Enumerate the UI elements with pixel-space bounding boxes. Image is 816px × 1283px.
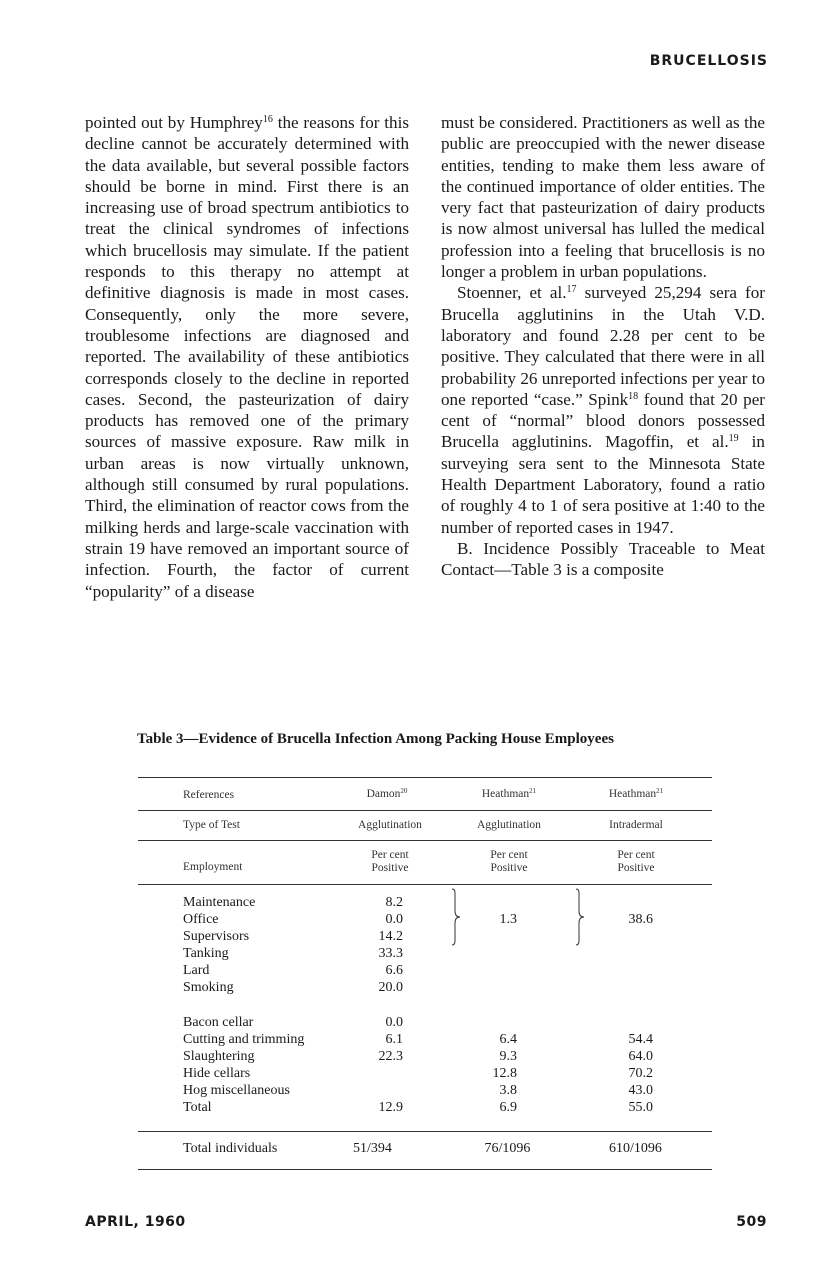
table-row-label: Bacon cellar [183, 1015, 254, 1030]
table-cell: 6.1 [385, 1032, 403, 1047]
text-span: pointed out by Humphrey [85, 113, 263, 132]
text-span: in surveying sera sent to the Minnesota State Health Department Laboratory, found a ratio of roughly 4 to 1 of sera positive at 1:40 to the number of reported cases in 1947. [441, 432, 765, 537]
right-column [441, 112, 765, 581]
bracket-icon [574, 887, 590, 947]
unit-col-3 [576, 849, 696, 875]
table-row-label: Lard [183, 963, 210, 978]
total-individuals-cell: 610/1096 [609, 1141, 662, 1156]
type-col-3: Intradermal [609, 819, 663, 831]
left-paragraph [85, 112, 409, 602]
table-cell: 9.3 [499, 1049, 517, 1064]
table-cell: 6.4 [499, 1032, 517, 1047]
unit-line: Positive [371, 862, 409, 874]
table-cell: 0.0 [385, 912, 403, 927]
bracket-value: 1.3 [499, 912, 517, 927]
reference-superscript: 19 [728, 433, 739, 445]
table-row-label: Hog miscellaneous [183, 1083, 290, 1098]
reference-superscript: 20 [400, 787, 408, 795]
table-cell: 12.9 [378, 1100, 403, 1115]
table-cell: 14.2 [378, 929, 403, 944]
table-row-label: Maintenance [183, 895, 256, 910]
reference-superscript: 18 [628, 390, 639, 402]
table-row-label: Supervisors [183, 929, 250, 944]
ref-name: Heathman [608, 788, 657, 800]
unit-line: Positive [490, 862, 528, 874]
reference-superscript: 16 [262, 114, 273, 125]
page-number: 509 [736, 1214, 767, 1230]
table-rule-bottom [138, 1169, 712, 1170]
table-cell: 70.2 [628, 1066, 653, 1081]
table-cell: 6.9 [499, 1100, 517, 1115]
table-rule [138, 884, 712, 885]
ref-col-1 [327, 788, 447, 800]
type-col-2: Agglutination [477, 819, 541, 831]
table-cell: 64.0 [628, 1049, 653, 1064]
right-paragraph-3: B. Incidence Possibly Traceable to Meat Contact—Table 3 is a composite [441, 538, 765, 580]
unit-col-1 [330, 849, 450, 875]
table-cell: 54.4 [628, 1032, 653, 1047]
table-cell: 6.6 [385, 963, 403, 978]
ref-name: Heathman [481, 788, 530, 800]
table-cell: 0.0 [385, 1015, 403, 1030]
ref-col-3 [576, 788, 696, 800]
running-head: BRUCELLOSIS [649, 53, 768, 69]
unit-line: Positive [617, 862, 655, 874]
references-header: References [183, 789, 235, 801]
table-cell: 3.8 [499, 1083, 517, 1098]
text-span: the reasons for this decline cannot be accurately determined with the data available, but several possible factors should be borne in mind. First there is an increasing use of broad spectrum antibiotics to treat the clinical syndromes of infections which brucellosis may simulate. If the patient responds to this therapy no attempt at definitive diagnosis is made in most cases. Consequently, only the more severe, troublesome infections are diagnosed and reported. The availability of these antibiotics corresponds closely to the decline in reported cases. Second, the pasteurization of dairy products has removed one of the primary sources of massive exposure. Raw milk in urban areas is now virtually unknown, although still consumed by rural populations. Third, the elimination of reactor cows from the milking herds and large-scale vaccination with strain 19 have removed an important source of infection. Fourth, the factor of current “popularity” of a disease [85, 113, 410, 601]
table-row-label: Tanking [183, 946, 229, 961]
text-span: Stoenner, et al. [457, 283, 567, 303]
table-rule-top [138, 777, 712, 778]
type-header: Type of Test [183, 819, 240, 831]
ref-col-2 [449, 788, 569, 800]
left-column [85, 112, 409, 602]
table-row-label: Hide cellars [183, 1066, 251, 1081]
table-cell: 20.0 [378, 980, 403, 995]
total-individuals-cell: 76/1096 [484, 1141, 531, 1156]
right-paragraph-1: must be considered. Practitioners as well as the public are preoccupied with the newer disease entities, tending to make them less aware of the continued importance of older entities. The very fact that pasteurization of dairy products is now almost universal has lulled the medical profession into a feeling that brucellosis is no longer a problem in urban populations. [441, 113, 765, 282]
unit-line: Per cent [371, 849, 409, 861]
unit-col-2 [449, 849, 569, 875]
table-caption [137, 730, 715, 749]
total-individuals-cell: 51/394 [353, 1141, 392, 1156]
caption-label: Table 3— [137, 731, 199, 747]
table-row-label: Office [183, 912, 219, 927]
table-rule [138, 840, 712, 841]
table-cell: 12.8 [492, 1066, 517, 1081]
text-span: surveyed 25,294 sera for Brucella agglutinins in the Utah V.D. laboratory and found 2.28 per cent to be positive. They calculated that there were in all probability 26 unreported infections per year to one reported “case.” Spink [441, 283, 765, 409]
table-rule [138, 1131, 712, 1132]
total-individuals-label: Total individuals [183, 1141, 278, 1156]
type-col-1: Agglutination [358, 819, 422, 831]
reference-superscript: 21 [529, 787, 537, 795]
unit-line: Per cent [617, 849, 655, 861]
table-cell: 8.2 [385, 895, 403, 910]
bracket-value: 38.6 [628, 912, 653, 927]
employment-header: Employment [183, 861, 243, 873]
table-cell: 43.0 [628, 1083, 653, 1098]
table-cell: 55.0 [628, 1100, 653, 1115]
table-rule [138, 810, 712, 811]
unit-line: Per cent [490, 849, 528, 861]
reference-superscript: 17 [566, 284, 577, 296]
right-paragraph-2 [441, 282, 765, 538]
ref-name: Damon [366, 788, 401, 800]
caption-text: Evidence of Brucella Infection Among Packing House Employees [198, 731, 614, 747]
reference-superscript: 21 [656, 787, 664, 795]
table-row-label: Slaughtering [183, 1049, 255, 1064]
footer-date: APRIL, 1960 [85, 1214, 186, 1230]
table-cell: 33.3 [378, 946, 403, 961]
text-span: found that 20 per cent of “normal” blood donors possessed Brucella agglutinins. Magoffin, et al. [441, 389, 765, 452]
table-row-label: Total [183, 1100, 212, 1115]
table-row-label: Smoking [183, 980, 234, 995]
table-cell: 22.3 [378, 1049, 403, 1064]
table-row-label: Cutting and trimming [183, 1032, 305, 1047]
